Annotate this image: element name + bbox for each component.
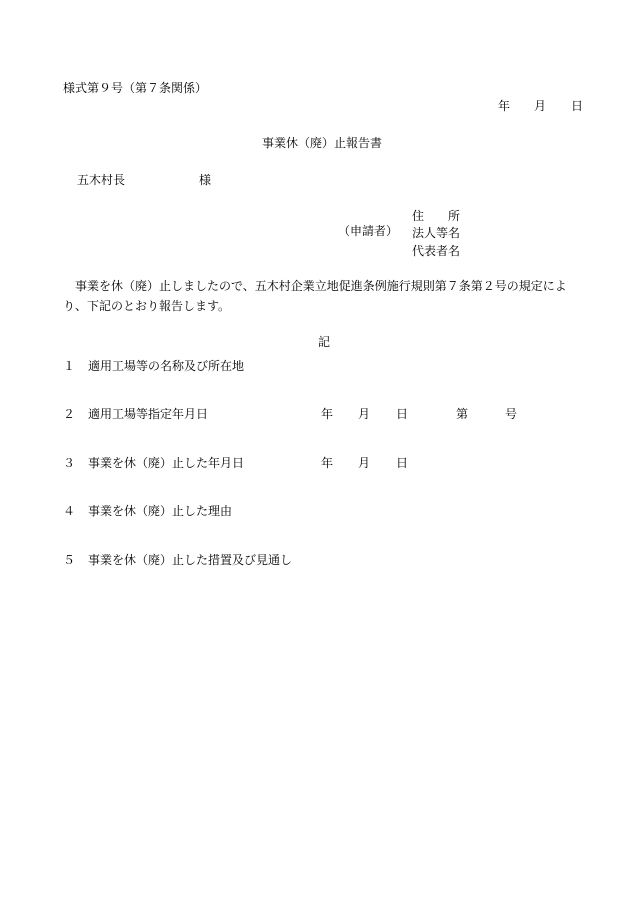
item-2-label: 適用工場等指定年月日 [88,407,209,421]
item-4-label: 事業を休（廃）止した理由 [88,504,233,518]
item-3-year: 年 [321,456,334,470]
item-2-day: 日 [396,407,409,421]
address-label: 住 所 [412,209,461,223]
item-5-label: 事業を休（廃）止した措置及び見通し [88,553,293,567]
item-3-month: 月 [358,456,371,470]
item-1-label: 適用工場等の名称及び所在地 [88,359,245,373]
date-day: 日 [571,99,584,113]
date-month: 月 [534,99,547,113]
item-1-number: １ [63,359,76,373]
addressee-name: 五木村長 [77,173,126,187]
representative-label: 代表者名 [412,244,461,258]
item-5-number: ５ [63,553,76,567]
record-heading: 記 [318,335,331,349]
item-2-number: ２ [63,407,76,421]
date-year: 年 [498,99,511,113]
item-3-label: 事業を休（廃）止した年月日 [88,456,245,470]
item-3-day: 日 [396,456,409,470]
item-4-number: ４ [63,504,76,518]
body-paragraph: 事業を休（廃）止しましたので、五木村企業立地促進条例施行規則第７条第２号の規定により、下記のとおり報告します。 [63,279,567,313]
page-title: 事業休（廃）止報告書 [262,136,383,150]
applicant-label: （申請者） [338,224,399,238]
corporation-label: 法人等名 [412,226,461,240]
form-number: 様式第９号（第７条関係） [63,81,208,95]
item-2-dai: 第 [456,407,469,421]
item-3-number: ３ [63,456,76,470]
item-2-go: 号 [505,407,518,421]
item-2-month: 月 [358,407,371,421]
addressee-honorific: 様 [199,173,212,187]
item-2-year: 年 [321,407,334,421]
